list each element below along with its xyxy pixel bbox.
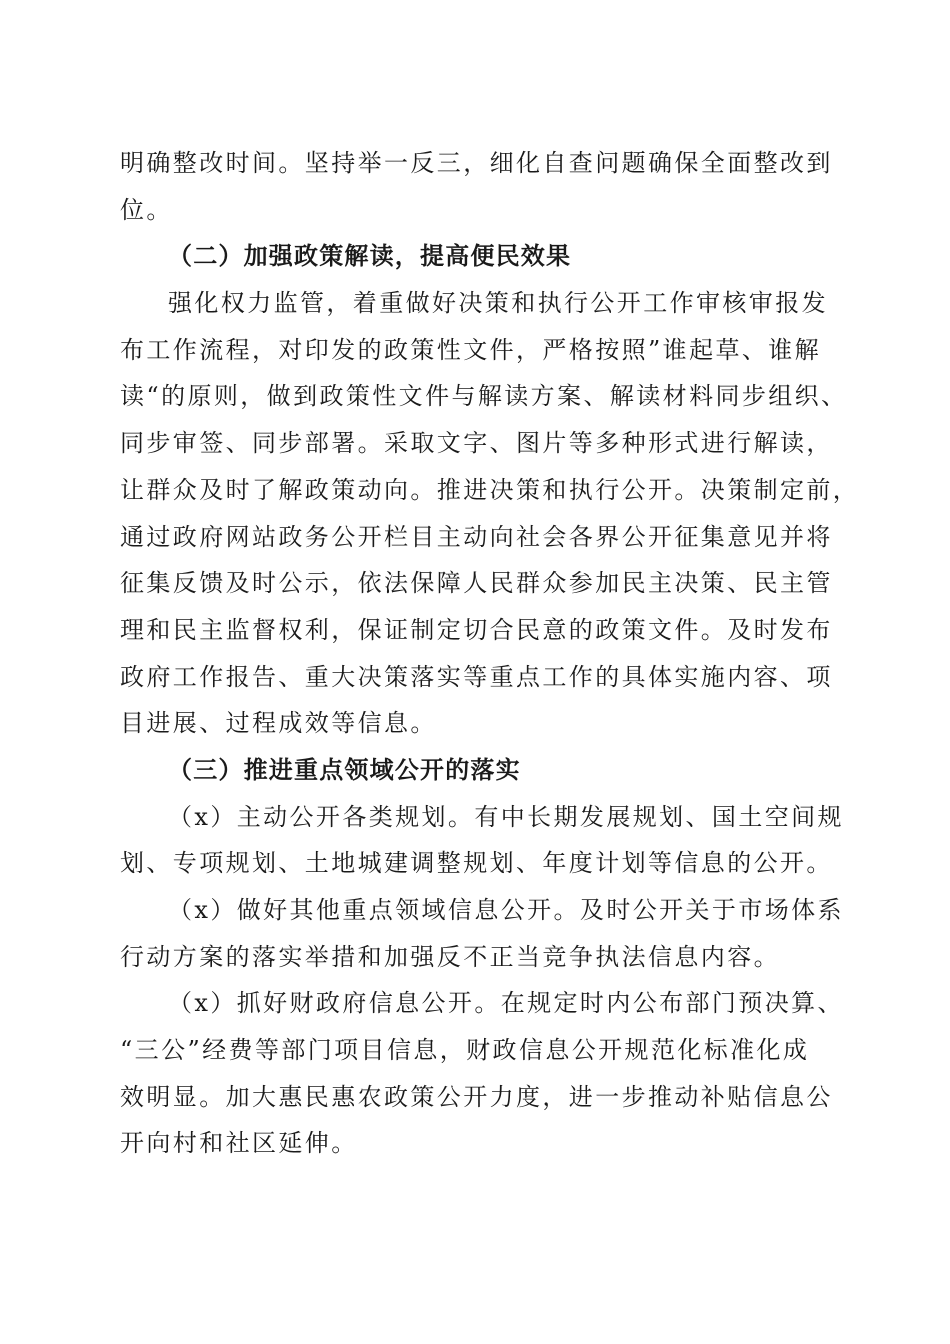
text-line: 划、专项规划、土地城建调整规划、年度计划等信息的公开。 [120, 849, 833, 878]
paragraph-continuation [120, 140, 840, 233]
text-line: 征集反馈及时公示，依法保障人民群众参加民主决策、民主管 [120, 569, 833, 598]
text-line: “三公”经费等部门项目信息，财政信息公开规范化标准化成 [120, 1036, 810, 1065]
text-line: 读“的原则，做到政策性文件与解读方案、解读材料同步组织、 [120, 382, 848, 411]
text-line: 开向村和社区延伸。 [120, 1129, 358, 1158]
text-line: 通过政府网站政务公开栏目主动向社会各界公开征集意见并将 [120, 522, 833, 551]
section-2-paragraph [120, 280, 860, 747]
section-3-item-2 [120, 887, 844, 980]
text-line: 理和民主监督权利，保证制定切合民意的政策文件。及时发布 [120, 615, 833, 644]
section-3-item-1 [120, 794, 844, 887]
text-line: （x）抓好财政府信息公开。在规定时内公布部门预决算、 [168, 989, 844, 1018]
text-line: 政府工作报告、重大决策落实等重点工作的具体实施内容、项 [120, 662, 833, 691]
text-line: （x）主动公开各类规划。有中长期发展规划、国土空间规 [168, 802, 844, 831]
section-3-heading: （三）推进重点领域公开的落实 [168, 754, 521, 784]
text-line: 同步审签、同步部署。采取文字、图片等多种形式进行解读， [120, 429, 833, 458]
text-line: 让群众及时了解政策动向。推进决策和执行公开。决策制定前， [120, 475, 860, 504]
text-line: 目进展、过程成效等信息。 [120, 709, 437, 738]
text-line: 明确整改时间。坚持举一反三，细化自查问题确保全面整改到 [120, 149, 833, 177]
document-body [120, 140, 860, 1167]
text-line: 位。 [120, 195, 173, 224]
text-line: 行动方案的落实举措和加强反不正当竞争执法信息内容。 [120, 942, 780, 971]
text-line: （x）做好其他重点领域信息公开。及时公开关于市场体系 [168, 896, 844, 924]
text-line: 强化权力监管，着重做好决策和执行公开工作审核审报发 [168, 289, 828, 318]
section-3-item-3 [120, 980, 844, 1167]
section-2-heading: （二）加强政策解读，提高便民效果 [168, 241, 572, 271]
text-line: 布工作流程，对印发的政策性文件，严格按照”谁起草、谁解 [120, 335, 822, 364]
text-line: 效明显。加大惠民惠农政策公开力度，进一步推动补贴信息公 [120, 1082, 833, 1111]
